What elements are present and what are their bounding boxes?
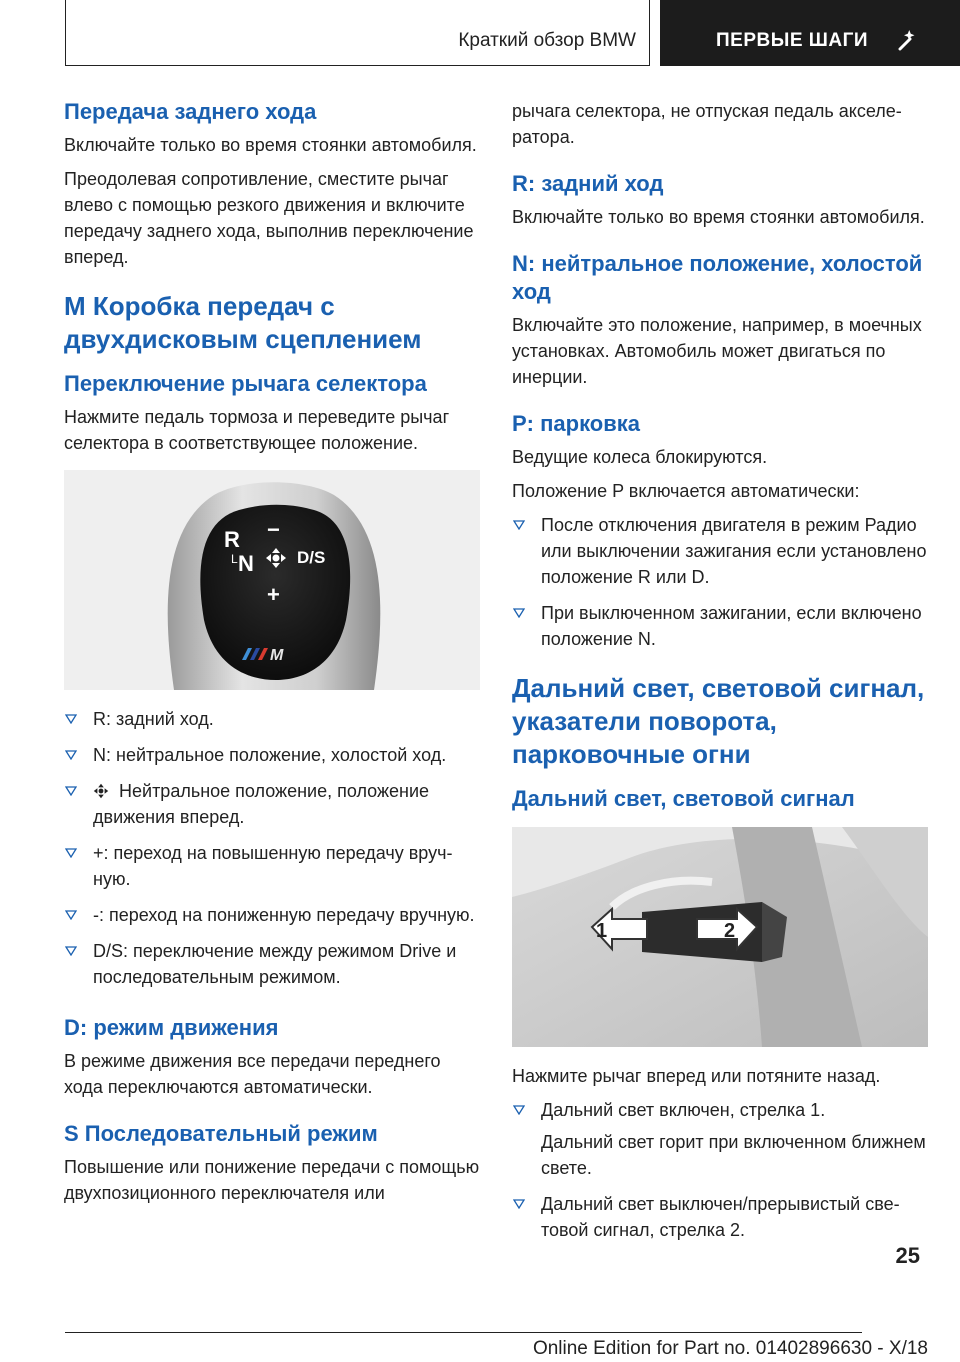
header-rule-divider bbox=[649, 0, 650, 66]
heading-n-neutral: N: нейтральное положение, холостой ход bbox=[512, 251, 923, 304]
gear-selector-image bbox=[64, 470, 480, 690]
reverse-text-2: Преодолевая сопротивление, сместите рычаг влево с помощью резкого движения и включите передачу заднего хода, выполнив переключение вперед. bbox=[64, 169, 474, 267]
heading-r-reverse: R: задний ход bbox=[512, 171, 664, 196]
list-item: N: нейтральное положение, холостой ход. bbox=[64, 742, 482, 768]
triangle-bullet-icon bbox=[65, 848, 77, 858]
high-beam-list bbox=[512, 1097, 930, 1243]
r-reverse-text: Включайте только во время стоянки автомобиля. bbox=[512, 207, 925, 227]
left-column bbox=[64, 98, 482, 1214]
neutral-position-icon bbox=[93, 783, 109, 799]
gear-selector-illustration bbox=[64, 470, 480, 690]
heading-lights: Дальний свет, световой сигнал, указатели поворота, парковочные огни bbox=[512, 673, 925, 769]
selector-label-r: R bbox=[224, 527, 240, 552]
list-item: После отключения двигателя в режим Радио или выключении зажигания если установлено положение R или D. bbox=[512, 512, 930, 590]
heading-drive-mode: D: режим движения bbox=[64, 1015, 279, 1040]
triangle-bullet-icon bbox=[65, 786, 77, 796]
footer-rule bbox=[65, 1332, 862, 1333]
list-item: D/S: переключение между режимом Drive и последовательным режимом. bbox=[64, 938, 482, 990]
triangle-bullet-icon bbox=[65, 946, 77, 956]
heading-dct-gearbox: M Коробка передач с двухдисковым сцеплением bbox=[64, 291, 422, 354]
heading-p-park: P: парковка bbox=[512, 411, 641, 436]
triangle-bullet-icon bbox=[65, 910, 77, 920]
park-conditions-list bbox=[512, 512, 930, 652]
p-park-text-2: Положение P включается автоматически: bbox=[512, 481, 860, 501]
sequential-text: Повышение или понижение передачи с помощью двухпозиционного переключателя или bbox=[64, 1157, 480, 1203]
continuation-text: рычага селектора, не отпуская педаль акселератора. bbox=[512, 101, 902, 147]
svg-text:M: M bbox=[270, 647, 284, 664]
list-item: +: переход на повышенную передачу вручную. bbox=[64, 840, 482, 892]
list-item: R: задний ход. bbox=[64, 706, 482, 732]
p-park-text-1: Ведущие колеса блокируются. bbox=[512, 447, 768, 467]
n-neutral-text: Включайте это положение, например, в моечных установках. Автомобиль может двигаться по инерции. bbox=[512, 315, 922, 387]
list-item: Нейтральное положение, положение движения вперед. bbox=[64, 778, 482, 830]
reverse-text-1: Включайте только во время стоянки автомобиля. bbox=[64, 135, 477, 155]
selector-positions-list bbox=[64, 706, 482, 990]
arrow-1-label: 1 bbox=[596, 920, 608, 942]
high-beam-text: Нажмите рычаг вперед или потяните назад. bbox=[512, 1066, 881, 1086]
section-tab[interactable] bbox=[660, 0, 960, 66]
heading-selector-lever: Переключение рычага селектора bbox=[64, 371, 427, 396]
page-number: 25 bbox=[895, 1243, 920, 1268]
header-rule-bottom bbox=[65, 65, 650, 66]
triangle-bullet-icon bbox=[65, 714, 77, 724]
header-rule-left bbox=[65, 0, 66, 66]
selector-label-plus: + bbox=[267, 582, 280, 607]
section-tab-label: ПЕРВЫЕ ШАГИ bbox=[716, 30, 869, 51]
turn-signal-stalk-illustration bbox=[512, 827, 928, 1047]
triangle-bullet-icon bbox=[513, 1105, 525, 1115]
turn-signal-stalk-image bbox=[512, 827, 928, 1047]
right-column bbox=[512, 98, 930, 1253]
breadcrumb[interactable]: Краткий обзор BMW bbox=[458, 30, 636, 51]
list-item: -: переход на пониженную передачу вручную. bbox=[64, 902, 482, 928]
heading-high-beam: Дальний свет, световой сигнал bbox=[512, 786, 855, 811]
arrow-2-label: 2 bbox=[724, 920, 736, 942]
selector-label-l: L bbox=[231, 552, 238, 566]
wrench-spark-icon bbox=[898, 29, 920, 51]
edition-footer: Online Edition for Part no. 01402896630 - X/18 bbox=[532, 1338, 928, 1359]
triangle-bullet-icon bbox=[513, 608, 525, 618]
drive-text: В режиме движения все передачи переднего хода переключаются автоматически. bbox=[64, 1051, 441, 1097]
heading-reverse-gear: Передача заднего хода bbox=[64, 99, 317, 124]
list-item: Дальний свет включен, стрелка 1. Дальний свет горит при включенном ближнем свете. bbox=[512, 1097, 930, 1181]
selector-label-ds: D/S bbox=[297, 548, 326, 567]
selector-text: Нажмите педаль тормоза и переведите рычаг селектора в соответствующее положение. bbox=[64, 407, 450, 453]
list-item: Дальний свет выключен/прерывистый световой сигнал, стрелка 2. bbox=[512, 1191, 930, 1243]
list-item: При выключенном зажигании, если включено положение N. bbox=[512, 600, 930, 652]
triangle-bullet-icon bbox=[513, 520, 525, 530]
selector-label-minus: − bbox=[267, 517, 280, 542]
triangle-bullet-icon bbox=[65, 750, 77, 760]
heading-sequential-mode: S Последовательный режим bbox=[64, 1121, 378, 1146]
triangle-bullet-icon bbox=[513, 1199, 525, 1209]
selector-label-n: N bbox=[238, 551, 254, 576]
